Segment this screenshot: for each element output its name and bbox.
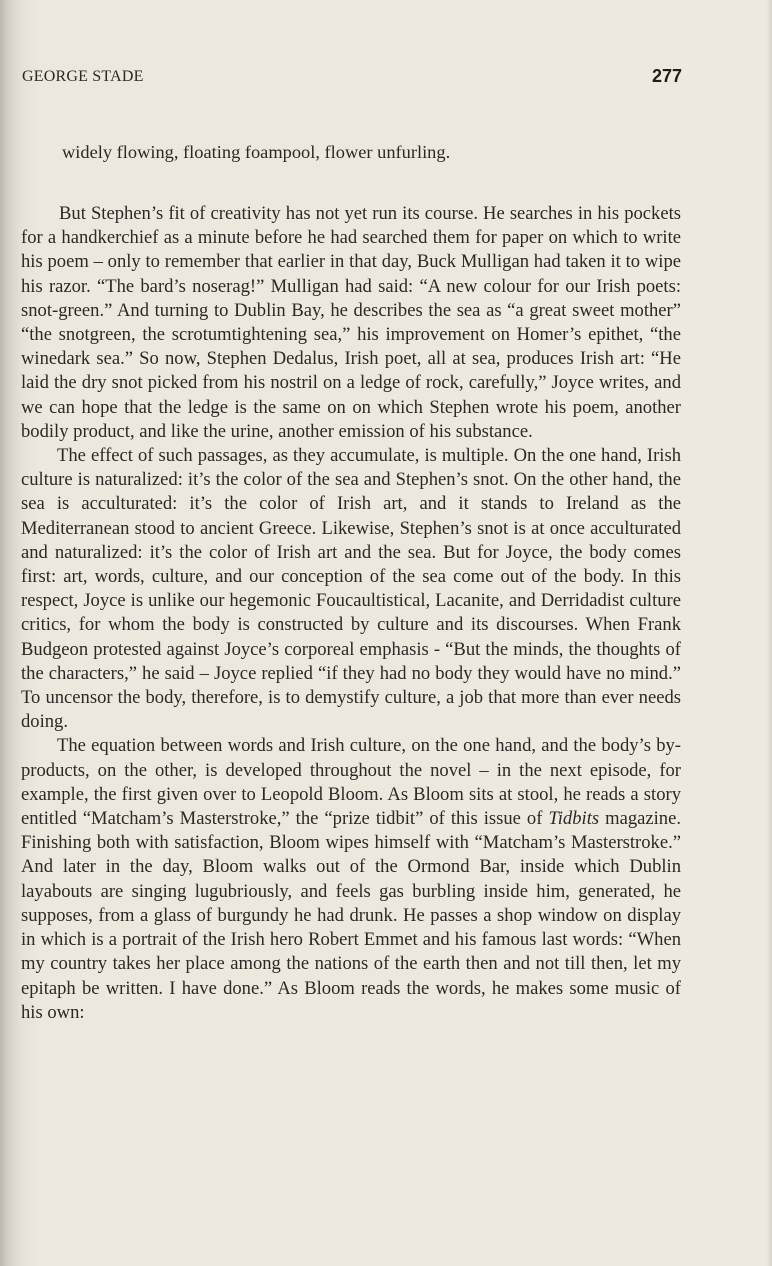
magazine-title: Tidbits bbox=[548, 808, 600, 830]
paragraph-3-part-1: The equation between words and Irish culture, on the one hand, and the body’s by-products, on the other, is developed throughout the novel – in the next episode, for example, the first given over to Leopold Bloom. As Bloom sits at stool, he reads a story entitled “Matcham’s Masterstroke,” the “prize tidbit” of this issue of bbox=[21, 735, 681, 830]
page-edge-shadow bbox=[766, 0, 772, 1266]
running-head bbox=[22, 66, 682, 90]
block-quote: widely flowing, floating foampool, flower unfurling. bbox=[62, 142, 451, 162]
paragraph-3-part-2: magazine. Finishing both with satisfaction, Bloom wipes himself with “Matcham’s Masterstroke.” And later in the day, Bloom walks out of the Ormond Bar, inside which Dublin layabouts are singing lugubriously, and feels gas burbling inside him, generated, he supposes, from a glass of burgundy he had drunk. He passes a shop window on display in which is a portrait of the Irish hero Robert Emmet and his famous last words: “When my country takes her place among the nations of the earth then and not till then, let my epitaph be written. I have done.” As Bloom reads the words, he makes some music of his own: bbox=[21, 808, 682, 1023]
paragraph-1: But Stephen’s fit of creativity has not yet run its course. He searches in his pockets for a handkerchief as a minute before he had searched them for paper on which to write his poem – only to remember that earlier in that day, Buck Mulligan had taken it to wipe his razor. “The bard’s noserag!” Mulligan had said: “A new colour for our Irish poets: snot-green.” And turning to Dublin Bay, he describes the sea as “a great sweet mother” “the snotgreen, the scrotumtightening sea,” his improvement on Homer’s epithet, “the winedark sea.” So now, Stephen Dedalus, Irish poet, all at sea, produces Irish art: “He laid the dry snot picked from his nostril on a ledge of rock, carefully,” Joyce writes, and we can hope that the ledge is the same on on which Stephen wrote his poem, another bodily product, and like the urine, another emission of his substance. bbox=[21, 203, 681, 442]
page-number: 277 bbox=[651, 66, 682, 86]
running-head-author: GEORGE STADE bbox=[22, 68, 144, 85]
body-text bbox=[21, 202, 681, 1025]
paragraph-3 bbox=[21, 734, 681, 1024]
paragraph-2: The effect of such passages, as they accumulate, is multiple. On the one hand, Irish culture is naturalized: it’s the color of the sea and Stephen’s snot. On the other hand, the sea is acculturated: it’s the color of Irish art, and it stands to Ireland as the Mediterranean stood to ancient Greece. Likewise, Stephen’s snot is at once acculturated and naturalized: it’s the color of Irish art and the sea. But for Joyce, the body comes first: art, words, culture, and our conception of the sea come out of the body. In this respect, Joyce is unlike our hegemonic Foucaultistical, Lacanite, and Derridadist culture critics, for whom the body is constructed by culture and its discourses. When Frank Budgeon protested against Joyce’s corporeal emphasis - “But the minds, the thoughts of the characters,” he said – Joyce replied “if they had no body they would have no mind.” To uncensor the body, therefore, is to demystify culture, a job that more than ever needs doing. bbox=[21, 445, 681, 733]
